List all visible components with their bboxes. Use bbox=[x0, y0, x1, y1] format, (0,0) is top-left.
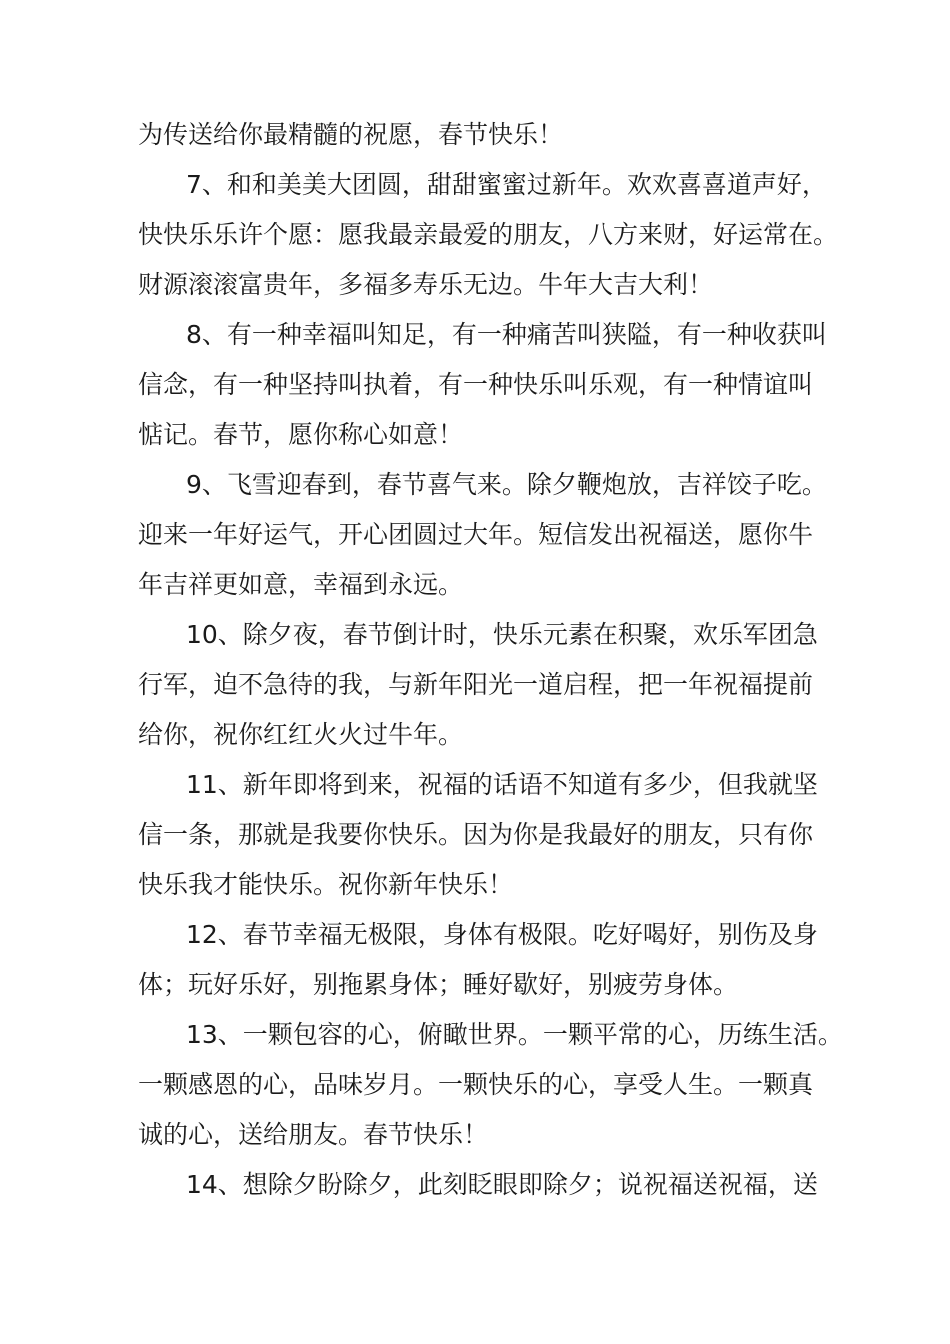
text-line: 给你，祝你红红火火过牛年。 bbox=[138, 720, 464, 749]
document-body-text bbox=[138, 110, 843, 1210]
text-line: 7、和和美美大团圆，甜甜蜜蜜过新年。欢欢喜喜道声好， bbox=[186, 170, 827, 199]
text-line: 快快乐乐许个愿：愿我最亲最爱的朋友，八方来财，好运常在。 bbox=[138, 220, 839, 249]
text-line: 体；玩好乐好，别拖累身体；睡好歇好，别疲劳身体。 bbox=[138, 970, 739, 999]
text-line: 10、除夕夜，春节倒计时，快乐元素在积聚，欢乐军团急 bbox=[186, 620, 818, 649]
text-line: 8、有一种幸福叫知足，有一种痛苦叫狭隘，有一种收获叫 bbox=[186, 320, 827, 349]
text-line: 迎来一年好运气，开心团圆过大年。短信发出祝福送，愿你牛 bbox=[138, 520, 814, 549]
text-line: 9、飞雪迎春到，春节喜气来。除夕鞭炮放，吉祥饺子吃。 bbox=[186, 470, 827, 499]
text-line: 诚的心，送给朋友。春节快乐！ bbox=[138, 1120, 489, 1149]
text-line: 快乐我才能快乐。祝你新年快乐！ bbox=[138, 870, 514, 899]
text-line: 为传送给你最精髓的祝愿，春节快乐！ bbox=[138, 120, 564, 149]
text-line: 14、想除夕盼除夕，此刻眨眼即除夕；说祝福送祝福，送 bbox=[186, 1170, 818, 1199]
text-line: 财源滚滚富贵年，多福多寿乐无边。牛年大吉大利！ bbox=[138, 270, 714, 299]
text-line: 12、春节幸福无极限，身体有极限。吃好喝好，别伤及身 bbox=[186, 920, 818, 949]
text-line: 惦记。春节，愿你称心如意！ bbox=[138, 420, 464, 449]
text-line: 13、一颗包容的心，俯瞰世界。一颗平常的心，历练生活。 bbox=[186, 1020, 843, 1049]
text-line: 行军，迫不急待的我，与新年阳光一道启程，把一年祝福提前 bbox=[138, 670, 814, 699]
text-line: 一颗感恩的心，品味岁月。一颗快乐的心，享受人生。一颗真 bbox=[138, 1070, 814, 1099]
text-line: 信念，有一种坚持叫执着，有一种快乐叫乐观，有一种情谊叫 bbox=[138, 370, 814, 399]
text-line: 年吉祥更如意，幸福到永远。 bbox=[138, 570, 464, 599]
text-line: 11、新年即将到来，祝福的话语不知道有多少，但我就坚 bbox=[186, 770, 818, 799]
text-line: 信一条，那就是我要你快乐。因为你是我最好的朋友，只有你 bbox=[138, 820, 814, 849]
